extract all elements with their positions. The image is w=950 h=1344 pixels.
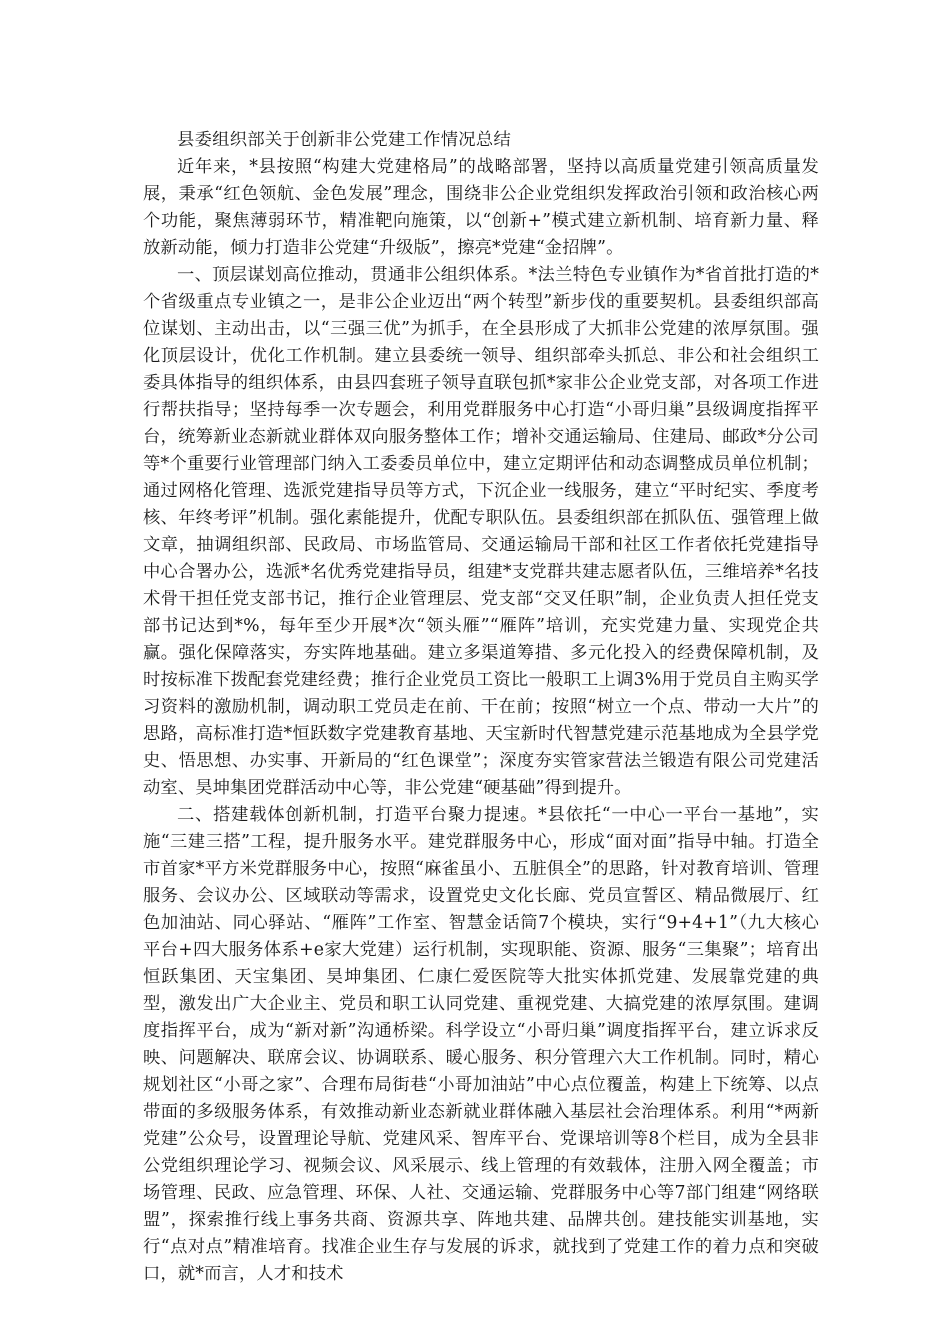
paragraph-intro: 近年来，*县按照“构建大党建格局”的战略部署，坚持以高质量党建引领高质量发展，秉承“红色领航、金色发展”理念，围绕非公企业党组织发挥政治引领和政治核心两个功能，聚焦薄弱环节，精准靶向施策，以“创新+”模式建立新机制、培育新力量、释放新动能，倾力打造非公党建“升级版”，擦亮*党建“金招牌”。 [143,157,819,258]
paragraph-section-two: 二、搭建载体创新机制，打造平台聚力提速。*县依托“一中心一平台一基地”，实施“三建三搭”工程，提升服务水平。建党群服务中心，形成“面对面”指导中轴。打造全市首家*平方米党群服务中心，按照“麻雀虽小、五脏俱全”的思路，针对教育培训、管理服务、会议办公、区域联动等需求，设置党史文化长廊、党员宣誓区、精品微展厅、红色加油站、同心驿站、“雁阵”工作室、智慧金话筒7个模块，实行“9+4+1”（九大核心平台+四大服务体系+e家大党建）运行机制，实现职能、资源、服务“三集聚”；培育出恒跃集团、天宝集团、昊坤集团、仁康仁爱医院等大批实体抓党建、发展靠党建的典型，激发出广大企业主、党员和职工认同党建、重视党建、大搞党建的浓厚氛围。建调度指挥平台，成为“新对新”沟通桥梁。科学设立“小哥归巢”调度指挥平台，建立诉求反映、问题解决、联席会议、协调联系、暖心服务、积分管理六大工作机制。同时，精心规划社区“小哥之家”、合理布局街巷“小哥加油站”中心点位覆盖，构建上下统筹、以点带面的多级服务体系，有效推动新业态新就业群体融入基层社会治理体系。利用“*两新党建”公众号，设置理论导航、党建风采、智库平台、党课培训等8个栏目，成为全县非公党组织理论学习、视频会议、风采展示、线上管理的有效载体，注册入网全覆盖；市场管理、民政、应急管理、环保、人社、交通运输、党群服务中心等7部门组建“网络联盟”，探索推行线上事务共商、资源共享、阵地共建、品牌共创。建技能实训基地，实行“点对点”精准培育。找准企业生存与发展的诉求，就找到了党建工作的着力点和突破口，就*而言，人才和技术 [143,805,819,1284]
document-body [143,127,819,1288]
paragraph-section-one: 一、顶层谋划高位推动，贯通非公组织体系。*法兰特色专业镇作为*省首批打造的*个省级重点专业镇之一，是非公企业迈出“两个转型”新步伐的重要契机。县委组织部高位谋划、主动出击，以“三强三优”为抓手，在全县形成了大抓非公党建的浓厚氛围。强化顶层设计，优化工作机制。建立县委统一领导、组织部牵头抓总、非公和社会组织工委具体指导的组织体系，由县四套班子领导直联包抓*家非公企业党支部，对各项工作进行帮扶指导；坚持每季一次专题会，利用党群服务中心打造“小哥归巢”县级调度指挥平台，统筹新业态新就业群体双向服务整体工作；增补交通运输局、住建局、邮政*分公司等*个重要行业管理部门纳入工委委员单位中，建立定期评估和动态调整成员单位机制；通过网格化管理、选派党建指导员等方式，下沉企业一线服务，建立“平时纪实、季度考核、年终考评”机制。强化素能提升，优配专职队伍。县委组织部在抓队伍、强管理上做文章，抽调组织部、民政局、市场监管局、交通运输局干部和社区工作者依托党建指导中心合署办公，选派*名优秀党建指导员，组建*支党群共建志愿者队伍，三维培养*名技术骨干担任党支部书记，推行企业管理层、党支部“交叉任职”制，企业负责人担任党支部书记达到*%，每年至少开展*次“领头雁”“雁阵”培训，充实党建力量、实现党企共赢。强化保障落实，夯实阵地基础。建立多渠道筹措、多元化投入的经费保障机制，及时按标准下拨配套党建经费；推行企业党员工资比一般职工上调3%用于党员自主购买学习资料的激励机制，调动职工党员走在前、干在前；按照“树立一个点、带动一大片”的思路，高标准打造*恒跃数字党建教育基地、天宝新时代智慧党建示范基地成为全县学党史、悟思想、办实事、开新局的“红色课堂”；深度夯实管家营法兰锻造有限公司党建活动室、昊坤集团党群活动中心等，非公党建“硬基础”得到提升。 [143,265,819,798]
document-title: 县委组织部关于创新非公党建工作情况总结 [177,130,512,150]
